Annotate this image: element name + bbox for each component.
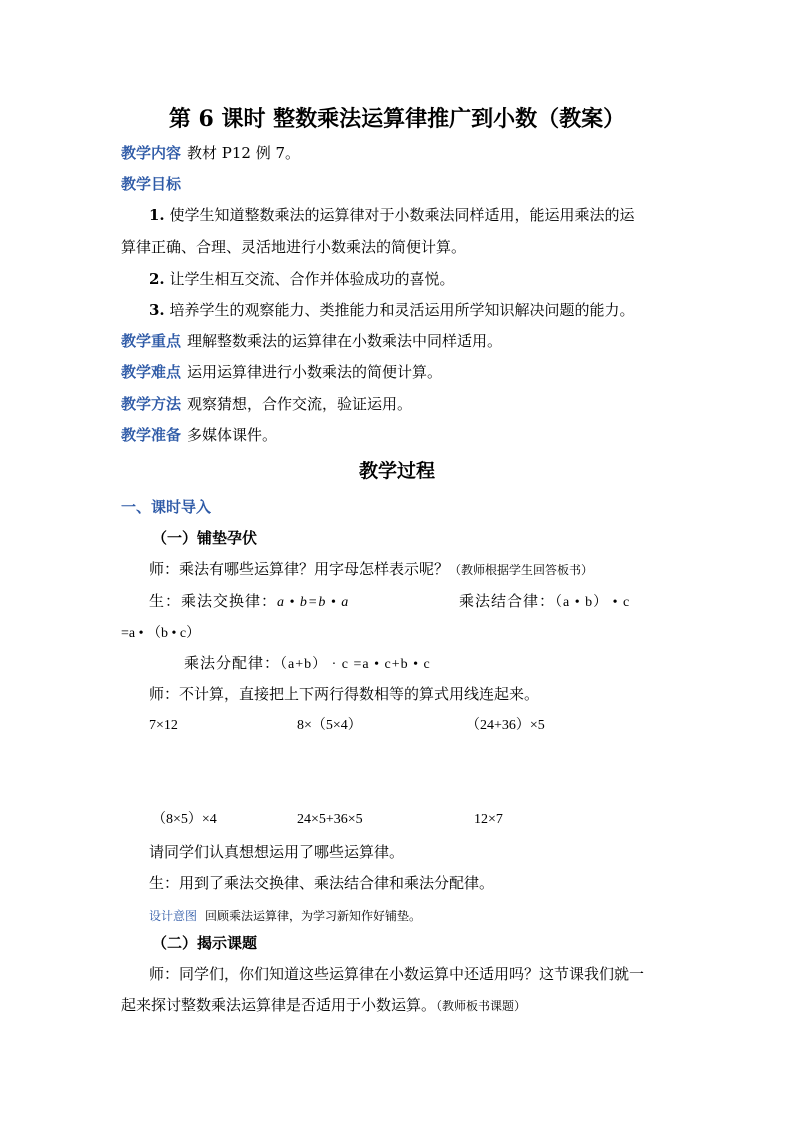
content-row — [121, 146, 300, 161]
method-text: 观察猜想，合作交流，验证运用。 — [187, 395, 413, 413]
section-1-sub1: （一）铺垫孕伏 — [152, 529, 258, 547]
design-intent-text: 回顾乘法运算律，为学习新知作好铺垫。 — [205, 909, 422, 923]
preparation-label: 教学准备 — [121, 426, 182, 444]
key-point-text: 理解整数乘法的运算律在小数乘法中同样适用。 — [187, 332, 503, 350]
reveal-line1: 师：同学们，你们知道这些运算律在小数运算中还适用吗？这节课我们就一 — [149, 965, 645, 983]
objective-1-line2: 算律正确、合理、灵活地进行小数乘法的简便计算。 — [121, 238, 467, 256]
section-1-sub2: （二）揭示课题 — [152, 934, 258, 952]
page-title: 第 6 课时 整数乘法运算律推广到小数（教案） — [168, 106, 626, 132]
key-point-label: 教学重点 — [121, 332, 182, 350]
distributive-row: 乘法分配律：（a+b） · c =a • c+b • c — [184, 654, 431, 672]
preparation-row — [121, 428, 277, 443]
reveal-note: （教师板书课题） — [436, 999, 527, 1013]
design-intent-row — [149, 907, 421, 923]
match-top-1: 7×12 — [149, 718, 178, 733]
objective-2: 2. 让学生相互交流、合作并体验成功的喜悦。 — [149, 270, 455, 288]
associative-right-expr: =a • （b • c） — [121, 626, 201, 641]
teacher-question: 师：乘法有哪些运算律？用字母怎样表示呢？（教师根据学生回答板书） — [149, 560, 594, 578]
process-heading: 教学过程 — [358, 460, 435, 482]
content-text: 教材 P12 例 7。 — [187, 144, 301, 162]
match-top-2: 8×（5×4） — [297, 718, 362, 733]
student-commutative: 生：乘法交换律：a • b=b • a — [149, 592, 350, 610]
distributive-expr: （a+b） · c =a • c+b • c — [280, 657, 431, 672]
method-label: 教学方法 — [121, 395, 182, 413]
associative-left: 乘法结合律：（a • b） • c — [459, 592, 631, 610]
ask-line: 请同学们认真想想运用了哪些运算律。 — [149, 843, 405, 861]
commutative-expr: a • b=b • a — [277, 595, 350, 610]
key-point-row — [121, 334, 502, 349]
section-1-heading: 一、课时导入 — [121, 498, 212, 516]
teacher-instruction: 师：不计算，直接把上下两行得数相等的算式用线连起来。 — [149, 685, 540, 703]
match-bottom-1: （8×5）×4 — [152, 812, 217, 827]
objective-1-line1: 1. 使学生知道整数乘法的运算律对于小数乘法同样适用，能运用乘法的运 — [149, 206, 635, 224]
preparation-text: 多媒体课件。 — [187, 426, 278, 444]
match-bottom-3: 12×7 — [474, 812, 503, 827]
answer-line: 生：用到了乘法交换律、乘法结合律和乘法分配律。 — [149, 874, 495, 892]
objective-3: 3. 培养学生的观察能力、类推能力和灵活运用所学知识解决问题的能力。 — [149, 301, 635, 319]
match-bottom-2: 24×5+36×5 — [297, 812, 363, 827]
difficulty-row — [121, 365, 442, 380]
associative-left-expr: （a • b） • c — [555, 595, 631, 610]
objectives-label: 教学目标 — [121, 175, 182, 193]
difficulty-label: 教学难点 — [121, 363, 182, 381]
method-row — [121, 397, 412, 412]
difficulty-text: 运用运算律进行小数乘法的简便计算。 — [187, 363, 443, 381]
content-label: 教学内容 — [121, 144, 182, 162]
associative-right — [121, 625, 200, 641]
reveal-line2: 起来探讨整数乘法运算律是否适用于小数运算。（教师板书课题） — [121, 996, 527, 1014]
design-intent-label: 设计意图 — [149, 909, 198, 923]
teacher-question-note: （教师根据学生回答板书） — [449, 563, 594, 577]
match-top-3: （24+36）×5 — [466, 718, 545, 733]
